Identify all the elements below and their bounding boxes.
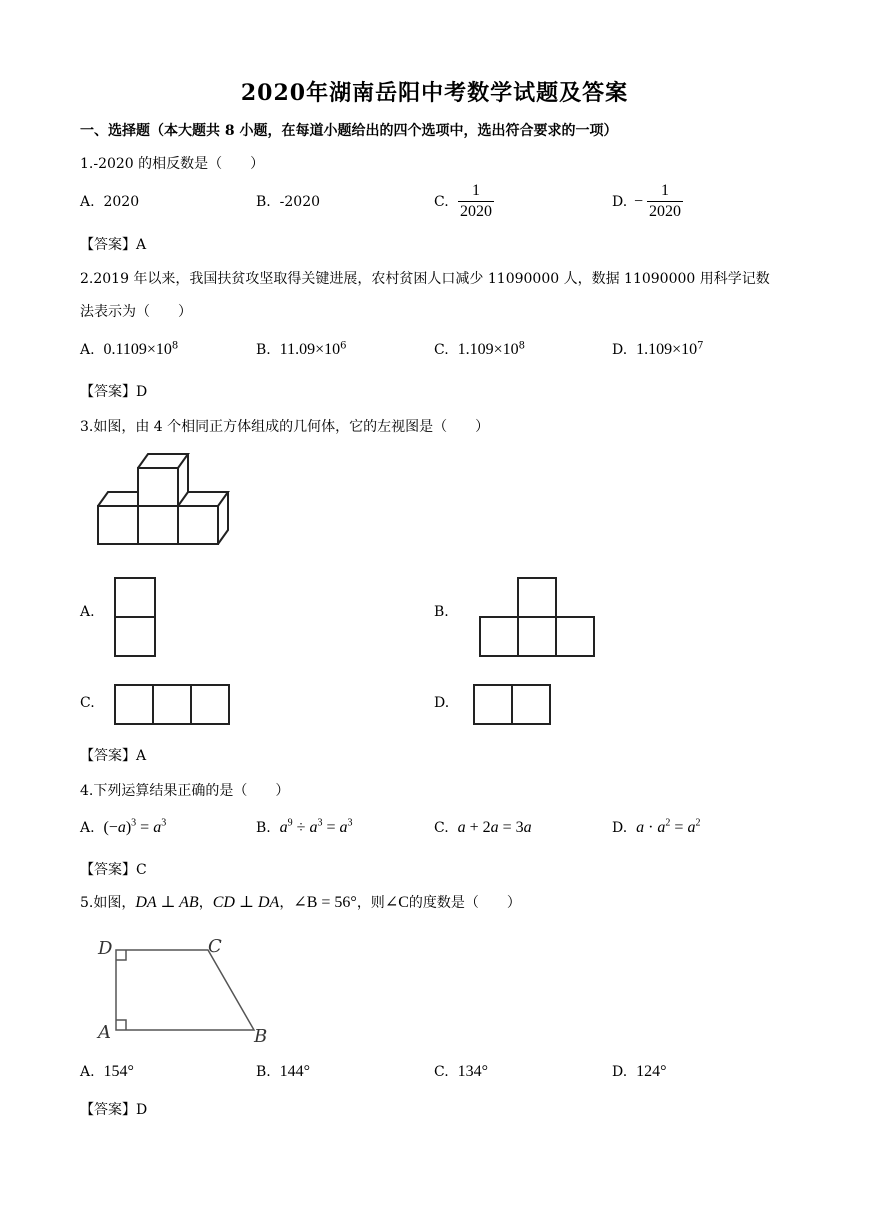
q5-option-d-label: D. [612,1064,628,1080]
q5-stem: 5.如图，DA ⊥ AB，CD ⊥ DA，∠B = 56°，则∠C的度数是（ ） [80,894,521,911]
q3-option-a-figure [114,577,158,659]
q2-option-d-label: D. [612,342,628,358]
q1-c-denominator: 2020 [460,203,492,220]
q4-option-b-label: B. [256,820,271,836]
q2-option-a-base: 0.1109×10 [103,341,172,358]
q2-option-c [434,341,525,359]
q4-option-b-expr: $a^9 \div a^3 = a^3$ [279,817,353,836]
q1-option-d-label: D. [612,194,628,210]
q1-d-numerator: 1 [647,181,683,202]
q5-option-a [80,1063,134,1081]
vertex-label-a: A [98,1022,111,1043]
trapezoid-outline [116,950,254,1030]
q3-option-d-figure [473,684,555,728]
q1-option-c-label: C. [434,194,449,210]
q4-option-d-expr: $a \cdot a^2 = a^2$ [636,817,701,836]
q2-option-b-label: B. [256,342,271,358]
q3-option-c-figure [114,684,234,728]
q4-option-a-label: A. [80,820,95,836]
q2-stem-line1: 2.2019 年以来，我国扶贫攻坚取得关键进展，农村贫困人口减少 11090000 人，数据 11090000 用科学记数 [80,271,770,287]
q5-option-b-value: 144° [279,1063,311,1080]
right-angle-mark-d [116,950,126,960]
q5-option-a-value: 154° [103,1063,134,1080]
q1-option-a-label: A. [80,194,95,210]
q4-option-c-expr: a + 2a = 3a [457,819,532,836]
q2-option-a-exp: 8 [171,340,179,352]
q3-stem: 3.如图，由 4 个相同正方体组成的几何体，它的左视图是（ ） [80,419,490,435]
q2-option-c-base: 1.109×10 [457,341,519,358]
vertex-label-d: D [98,938,113,959]
q5-answer: 【答案】D [80,1102,148,1118]
q1-option-b-label: B. [256,194,271,210]
q1-option-a [80,194,139,210]
q5-option-a-label: A. [80,1064,95,1080]
q1-option-b [256,194,320,210]
q4-answer: 【答案】C [80,862,147,878]
q4-option-b [256,819,352,837]
q2-option-d-base: 1.109×10 [636,341,698,358]
q2-option-d [612,341,704,359]
q1-option-c-fraction [458,181,494,222]
q1-c-numerator: 1 [458,181,494,202]
vertex-label-b: B [254,1026,268,1047]
q5-option-b-label: B. [256,1064,271,1080]
q3-solid-figure [96,452,232,548]
q2-stem-line2: 法表示为（ ） [80,304,192,320]
bottom-cube-left [98,506,138,544]
q4-option-c [434,819,532,837]
q1-stem: 1.-2020 的相反数是（ ） [80,156,265,172]
q5-option-d-value: 124° [636,1063,667,1080]
q3-option-b-label: B. [434,604,449,620]
q4-option-c-label: C. [434,820,449,836]
q2-option-d-exp: 7 [697,340,704,352]
q4-option-a-expr: $(-a)^3 = a^3$ [103,817,167,836]
vertex-label-c: C [208,936,222,957]
right-angle-mark-a [116,1020,126,1030]
q3-option-a-label: A. [80,604,95,620]
top-cube-top [138,454,188,468]
q5-angle-c: ∠C [384,894,409,911]
q1-d-denominator: 2020 [649,203,682,220]
q2-option-b-base: 11.09×10 [279,341,341,358]
q1-d-sign: − [634,192,644,210]
q3-option-c-label: C. [80,695,95,711]
q5-condition-3: ∠B = 56° [293,894,357,911]
q1-option-b-value: -2020 [279,194,321,210]
q2-option-a [80,341,178,359]
q1-option-d-fraction [634,181,683,222]
q1-answer: 【答案】A [80,237,147,253]
bottom-cube-right [178,506,218,544]
q4-option-d [612,819,700,837]
q1-option-a-value: 2020 [103,194,140,210]
q3-answer: 【答案】A [80,748,147,764]
q3-option-d-label: D. [434,695,450,711]
q2-answer: 【答案】D [80,384,148,400]
bottom-cube-middle [138,506,178,544]
q2-option-c-exp: 8 [518,340,525,352]
q2-option-b [256,341,346,359]
q2-option-b-exp: 6 [340,340,347,352]
q3-option-b-figure [479,577,597,659]
q5-trapezoid-figure [96,934,286,1046]
q5-option-d [612,1063,667,1081]
section-heading: 一、选择题（本大题共 8 小题，在每道小题给出的四个选项中，选出符合要求的一项） [80,123,618,139]
page-title: 2020年湖南岳阳中考数学试题及答案 [240,80,629,106]
q2-option-a-label: A. [80,342,95,358]
q2-option-c-label: C. [434,342,449,358]
bottom-right-top [188,492,228,506]
q4-option-d-label: D. [612,820,628,836]
q5-option-c [434,1063,488,1081]
q5-condition-2: CD ⊥ DA [212,894,280,911]
top-cube-front [138,468,178,506]
q4-stem: 4.下列运算结果正确的是（ ） [80,783,290,799]
q5-option-c-label: C. [434,1064,449,1080]
q5-condition-1: DA ⊥ AB [135,894,199,911]
q5-option-c-value: 134° [457,1063,488,1080]
bottom-left-top [98,492,138,506]
q5-option-b [256,1063,310,1081]
q4-option-a [80,819,166,837]
